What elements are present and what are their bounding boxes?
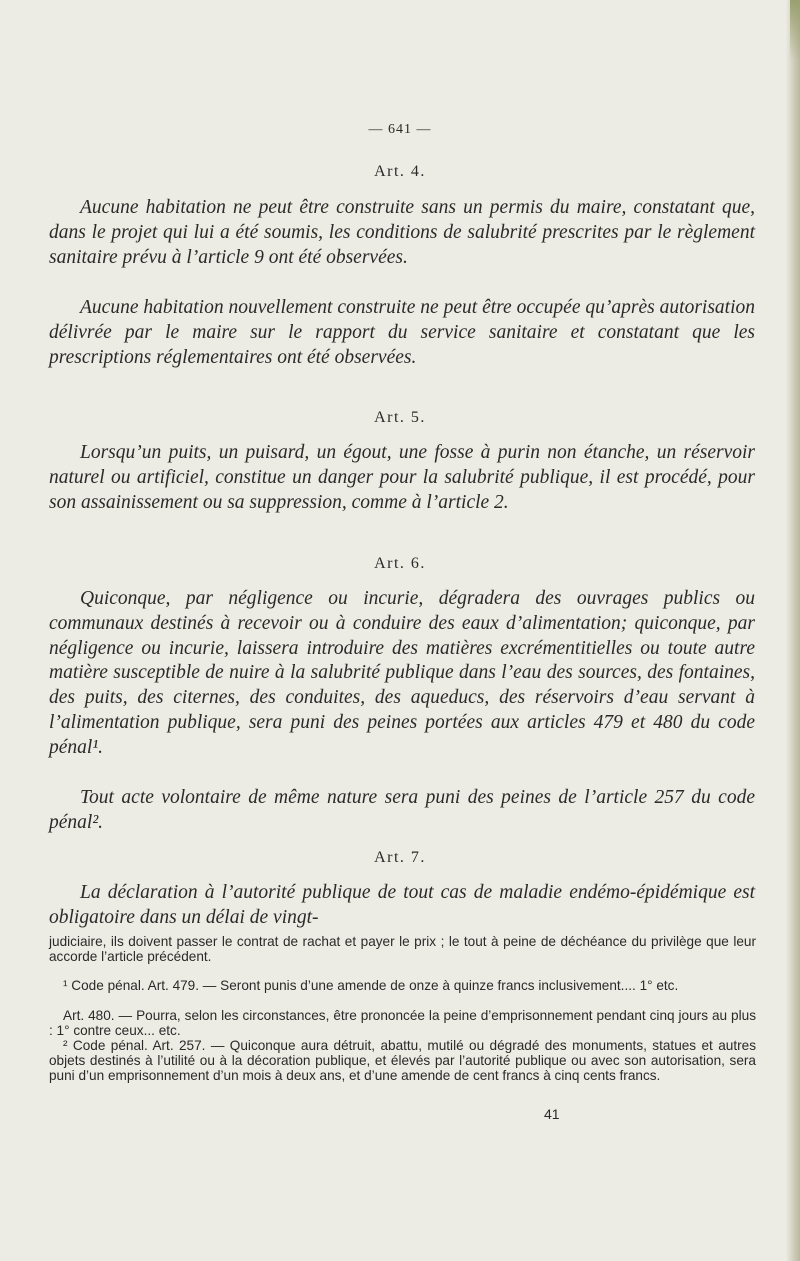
page-edge xyxy=(786,0,800,1261)
article-heading-6: Art. 6. xyxy=(374,555,426,572)
footnote-continuation: judiciaire, ils doivent passer le contrat de rachat et payer le prix ; le tout à peine de déchéance du privilège que leur accorde l’article précédent. xyxy=(49,934,756,964)
article-heading-5: Art. 5. xyxy=(374,409,426,426)
page-stain xyxy=(790,0,800,60)
article-5-paragraph-1: Lorsqu’un puits, un puisard, un égout, une fosse à purin non étanche, un réservoir naturel ou artificiel, constitue un danger pour la salubrité publique, il est procédé, pour son assainissement ou sa suppression, comme à l’article 2. xyxy=(49,442,755,513)
article-6-paragraph-1: Quiconque, par négligence ou incurie, dégradera des ouvrages publics ou communaux destinés à recevoir ou à conduire des eaux d’alimentation; quiconque, par négligence ou incurie, laissera introduire des matières excrémentitielles ou toute autre matière susceptible de nuire à la salubrité publique dans l’eau des sources, des fontaines, des puits, des citernes, des conduites, des aqueducs, des réservoirs d’eau servant à l’alimentation publique, sera puni des peines portées aux articles 479 et 480 du code pénal¹. xyxy=(49,588,755,758)
signature-mark: 41 xyxy=(544,1106,560,1122)
article-7-paragraph-1: La déclaration à l’autorité publique de tout cas de maladie endémo-épidémique est obligatoire dans un délai de vingt- xyxy=(49,882,755,928)
footnote-1-continued: Art. 480. — Pourra, selon les circonstances, être prononcée la peine d’emprisonnement pendant cinq jours au plus : 1° contre ceux... etc. xyxy=(49,1008,756,1038)
article-4-paragraph-2: Aucune habitation nouvellement construite ne peut être occupée qu’après autorisation délivrée par le maire sur le rapport du service sanitaire et constatant que les prescriptions réglementaires ont été observées. xyxy=(49,297,755,368)
footnote-2: ² Code pénal. Art. 257. — Quiconque aura détruit, abattu, mutilé ou dégradé des monuments, statues et autres objets destinés à l’utilité ou à la décoration publique, et élevés par l’autorité publique ou avec son autorisation, sera puni d’un emprisonnement d’un mois à deux ans, et d’une amende de cent francs à cinq cents francs. xyxy=(49,1038,756,1083)
article-6-paragraph-2: Tout acte volontaire de même nature sera puni des peines de l’article 257 du code pénal². xyxy=(49,787,755,833)
article-heading-4: Art. 4. xyxy=(374,163,426,180)
article-4-paragraph-1: Aucune habitation ne peut être construite sans un permis du maire, constatant que, dans le projet qui lui a été soumis, les conditions de salubrité prescrites par le règlement sanitaire prévu à l’article 9 ont été observées. xyxy=(49,197,755,268)
footnote-1: ¹ Code pénal. Art. 479. — Seront punis d’une amende de onze à quinze francs inclusivement.... 1° etc. xyxy=(63,978,679,993)
page-number: — 641 — xyxy=(368,122,432,137)
article-heading-7: Art. 7. xyxy=(374,849,426,866)
